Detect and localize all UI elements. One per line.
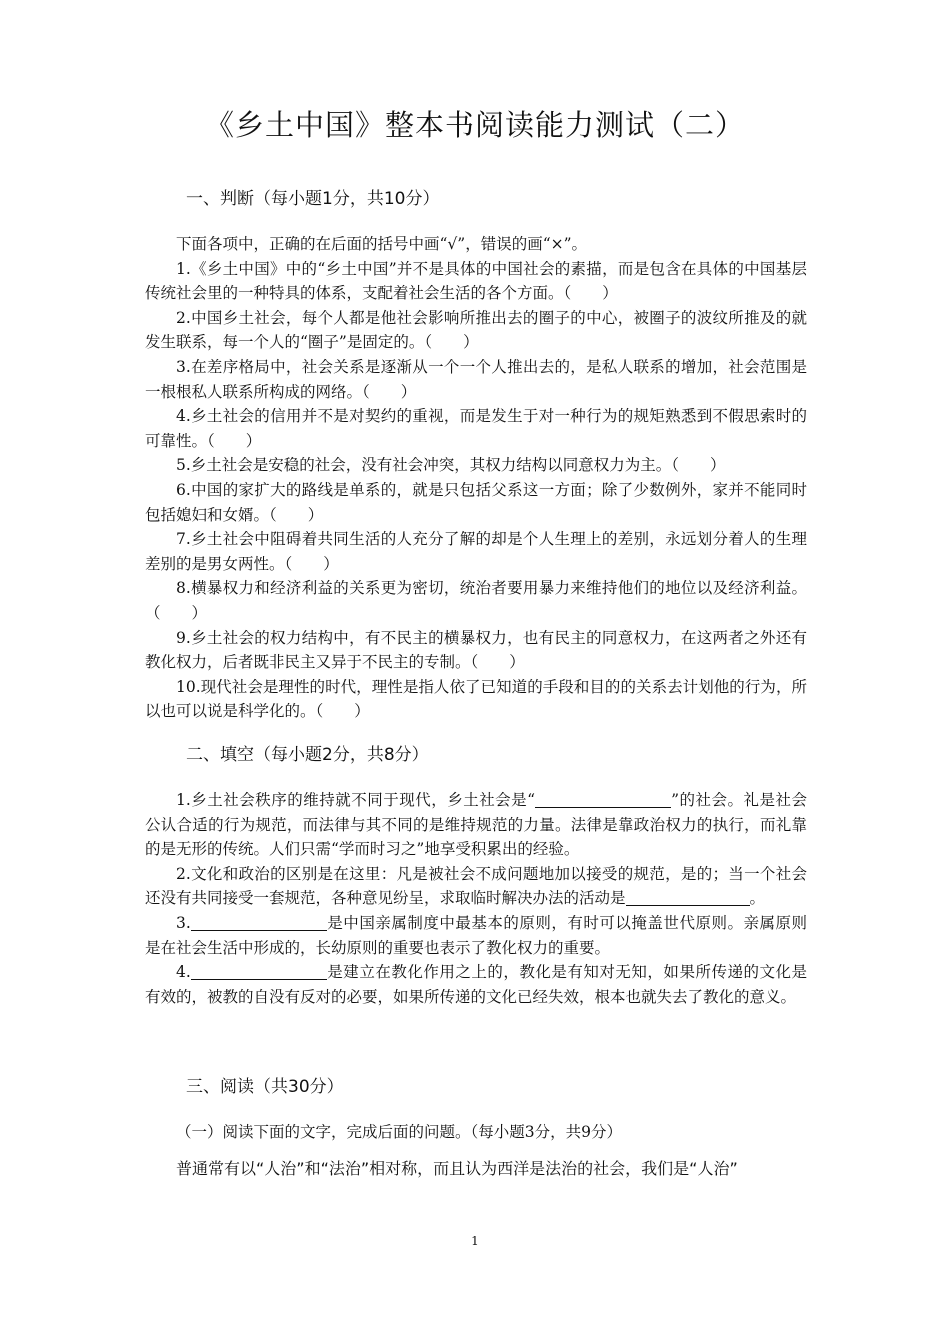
reading-subsection-1: （一）阅读下面的文字，完成后面的问题。（每小题3分，共9分） xyxy=(176,1123,622,1141)
section-1-heading: 一、判断（每小题1分，共10分） xyxy=(186,189,440,209)
fill-item-3-text-b: 是中国亲属制度中最基本的原则，有时可以掩盖世代原则。亲属原则是在社会生活中形成的，长幼原则的重要也表示了教化权力的重要。 xyxy=(145,913,807,957)
section-1-intro: 下面各项中，正确的在后面的括号中画“√”，错误的画“×”。 xyxy=(176,235,588,253)
judgment-item-4: 4.乡土社会的信用并不是对契约的重视，而是发生于对一种行为的规矩熟悉到不假思索时的可靠性。（ ） xyxy=(145,407,807,450)
section-2-heading: 二、填空（每小题2分，共8分） xyxy=(186,745,429,765)
fill-item-4-text-b: 是建立在教化作用之上的，教化是有知对无知，如果所传递的文化是有效的，被教的自没有反对的必要，如果所传递的文化已经失效，根本也就失去了教化的意义。 xyxy=(145,963,807,1006)
fill-item-2-text-b: 。 xyxy=(749,889,766,908)
answer-blank-3[interactable] xyxy=(191,915,327,931)
fill-item-2-text-a: 2.文化和政治的区别是在这里：凡是被社会不成问题地加以接受的规范，是的；当一个社会还没有共同接受一套规范，各种意见纷呈，求取临时解决办法的活动是 xyxy=(145,864,807,908)
section-3-heading: 三、阅读（共30分） xyxy=(186,1077,344,1097)
judgment-item-3: 3.在差序格局中，社会关系是逐渐从一个一个人推出去的，是私人联系的增加，社会范围是一根根私人联系所构成的网络。（ ） xyxy=(145,357,807,401)
judgment-item-10: 10.现代社会是理性的时代，理性是指人依了已知道的手段和目的的关系去计划他的行为，所以也可以说是科学化的。（ ） xyxy=(145,677,807,721)
judgment-item-2: 2.中国乡土社会，每个人都是他社会影响所推出去的圈子的中心，被圈子的波纹所推及的就发生联系，每一个人的“圈子”是固定的。（ ） xyxy=(145,308,807,352)
answer-blank-2[interactable] xyxy=(626,890,750,906)
fill-item-1 xyxy=(145,788,807,862)
judgment-item-1: 1.《乡土中国》中的“乡土中国”并不是具体的中国社会的素描，而是包含在具体的中国基层传统社会里的一种特具的体系，支配着社会生活的各个方面。（ ） xyxy=(145,259,807,303)
fill-item-1-text-a: 1.乡土社会秩序的维持就不同于现代，乡土社会是“ xyxy=(176,791,536,809)
fill-item-3 xyxy=(145,911,807,960)
answer-blank-1[interactable] xyxy=(535,792,671,808)
fill-item-2 xyxy=(145,862,807,911)
fill-item-3-text-a: 3. xyxy=(176,913,191,932)
judgment-item-8: 8.横暴权力和经济利益的关系更为密切，统治者要用暴力来维持他们的地位以及经济利益。（ ） xyxy=(145,579,807,622)
section-1-body xyxy=(145,232,807,724)
answer-blank-4[interactable] xyxy=(191,964,327,980)
judgment-item-6: 6.中国的家扩大的路线是单系的，就是只包括父系这一方面；除了少数例外，家并不能同时包括媳妇和女婿。（ ） xyxy=(145,480,807,524)
fill-item-1-text-b: ”的社会。礼是社会公认合适的行为规范，而法律与其不同的是维持规范的力量。法律是靠政治权力的执行，而礼靠的是无形的传统。人们只需“学而时习之”地享受积累出的经验。 xyxy=(145,791,807,859)
fill-item-4-text-a: 4. xyxy=(176,963,191,982)
document-title: 《乡土中国》整本书阅读能力测试（二） xyxy=(204,108,745,142)
judgment-item-9: 9.乡土社会的权力结构中，有不民主的横暴权力，也有民主的同意权力，在这两者之外还有教化权力，后者既非民主又异于不民主的专制。（ ） xyxy=(145,628,807,672)
reading-passage: 普通常有以“人治”和“法治”相对称，而且认为西洋是法治的社会，我们是“人治” xyxy=(176,1159,738,1178)
judgment-item-7: 7.乡土社会中阻碍着共同生活的人充分了解的却是个人生理上的差别，永远划分着人的生理差别的是男女两性。（ ） xyxy=(145,530,807,573)
judgment-item-5: 5.乡土社会是安稳的社会，没有社会冲突，其权力结构以同意权力为主。（ ） xyxy=(176,456,726,475)
page-number: 1 xyxy=(471,1234,479,1248)
section-2-body xyxy=(145,788,807,1009)
fill-item-4 xyxy=(145,960,807,1009)
